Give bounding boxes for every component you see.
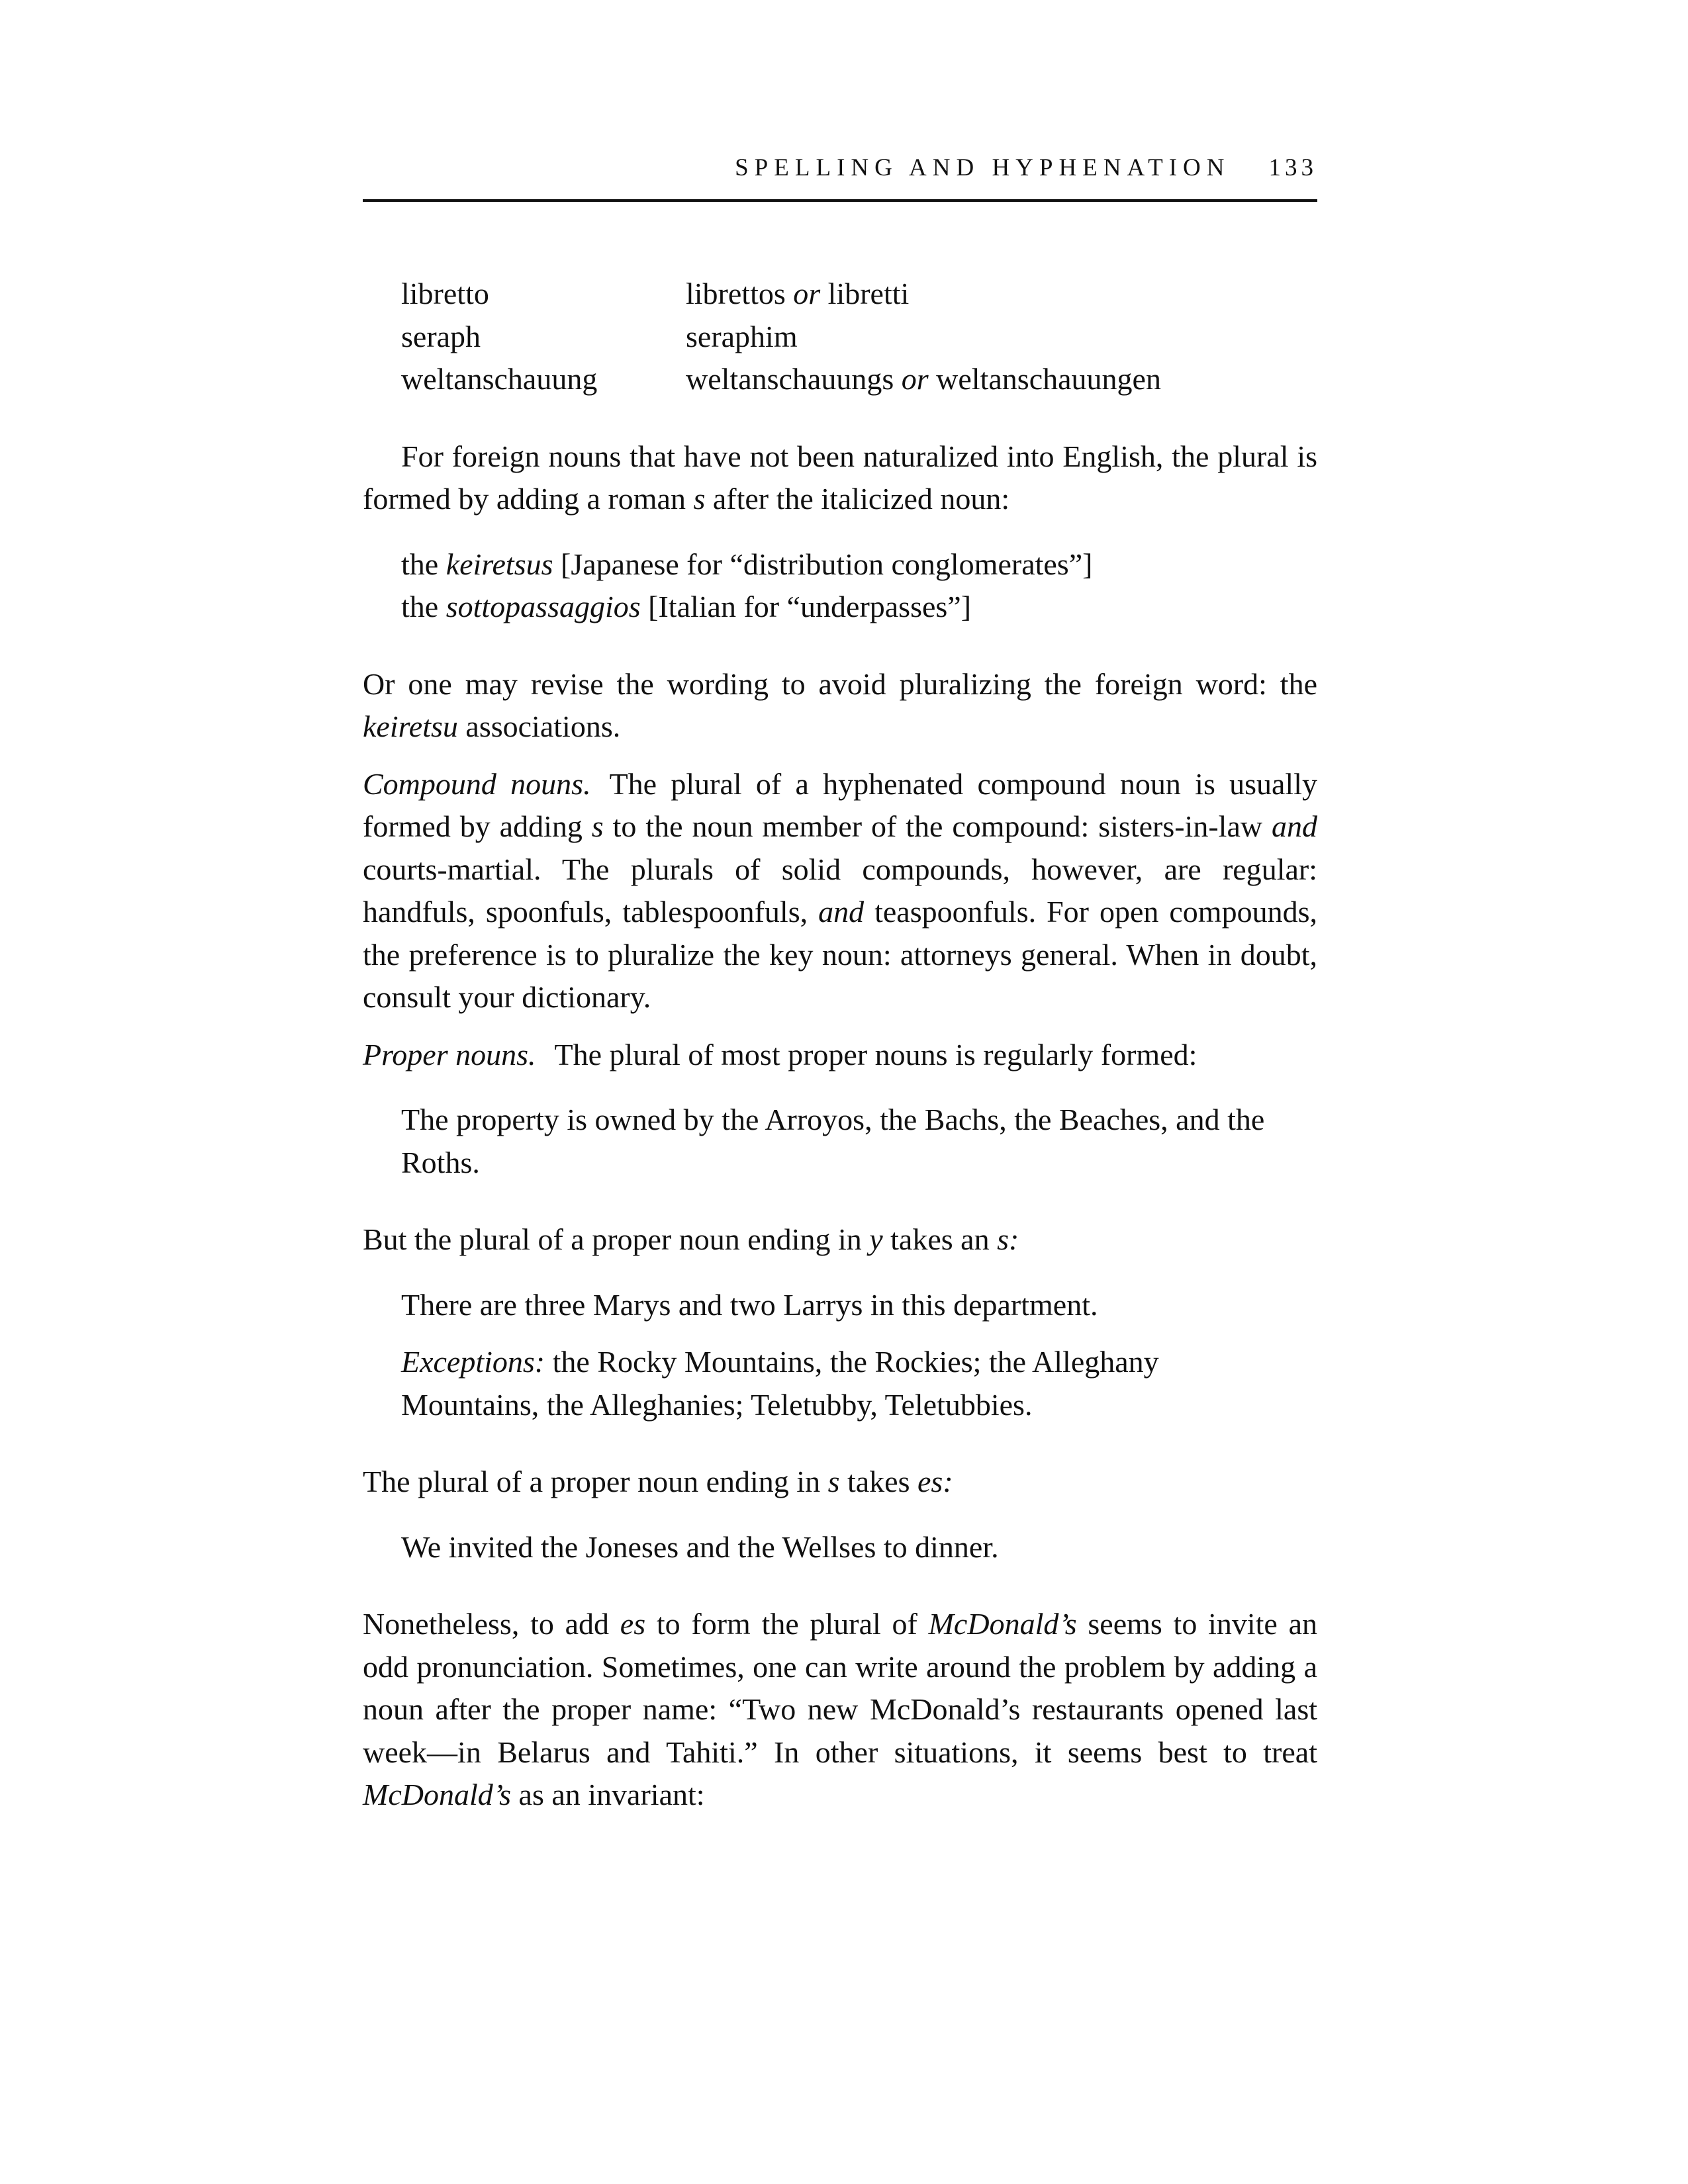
text: [Japanese for “distribution conglomerates”] [553, 547, 1093, 581]
example-joneses: We invited the Joneses and the Wellses to dinner. [401, 1529, 999, 1564]
emphasis: and [818, 895, 865, 929]
page-body [363, 273, 1317, 1817]
example-block [363, 1284, 1262, 1427]
example-block [363, 1526, 1317, 1569]
section-heading-compound: Compound nouns. [363, 766, 591, 801]
text: The plural of a proper noun ending in [363, 1465, 828, 1498]
emphasis: sottopassaggios [445, 590, 641, 623]
paragraph-proper-nouns [363, 1034, 1317, 1077]
example-property: The property is owned by the Arroyos, the Bachs, the Beaches, and the Roths. [401, 1103, 1265, 1179]
example-marys: There are three Marys and two Larrys in this department. [401, 1287, 1098, 1322]
emphasis: and [1272, 809, 1317, 843]
header-rule [363, 199, 1317, 202]
example-block [363, 1099, 1268, 1184]
running-title: SPELLING AND HYPHENATION [735, 154, 1231, 181]
text: Nonetheless, to add [363, 1607, 620, 1641]
connector: or [793, 277, 821, 310]
emphasis: y [869, 1222, 883, 1256]
page-number: 133 [1268, 154, 1317, 181]
text: The plural of a hyphenated compound noun is usually formed by adding [363, 766, 1317, 843]
plural-a: librettos [686, 277, 786, 310]
emphasis: s [591, 809, 604, 843]
text: courts-martial. The plurals of solid compounds, however, are regular: handfuls, spoonfuls, tablespoonfuls, [363, 852, 1317, 929]
paragraph-mcdonalds [363, 1603, 1317, 1817]
foreign-examples [363, 543, 1317, 629]
paragraph-ending-s [363, 1461, 1317, 1504]
exceptions-note [401, 1341, 1262, 1426]
singular-form: libretto [401, 277, 489, 310]
emphasis: es: [917, 1465, 953, 1498]
paragraph-compound-nouns [363, 763, 1317, 1019]
plural-pair-row [401, 358, 1317, 401]
text: For foreign nouns that have not been naturalized into English, the plural is formed by adding a roman [363, 439, 1317, 516]
text: [Italian for “underpasses”] [640, 590, 972, 623]
emphasis: keiretsu [363, 709, 458, 743]
emphasis: s: [997, 1222, 1019, 1256]
text: takes [839, 1465, 917, 1498]
emphasis: s [827, 1465, 840, 1498]
emphasis: es [620, 1607, 646, 1641]
paragraph-foreign-nouns [363, 435, 1317, 521]
text: teaspoonfuls. For open compounds, the preference is to pluralize the key noun: attorneys general. When in doubt, consult your dictionary. [363, 895, 1317, 1014]
plural-forms [686, 273, 909, 316]
emphasis: McDonald’s [363, 1778, 512, 1811]
plural-pair-row [401, 273, 1317, 316]
plural-pair-row [401, 316, 1317, 359]
text: The plural of most proper nouns is regularly formed: [554, 1037, 1197, 1071]
plural-a: weltanschauungs [686, 362, 894, 396]
text: the Rocky Mountains, the Rockies; the Alleghany Mountains, the Alleghanies; Teletubby, Teletubbies. [401, 1345, 1159, 1422]
text: takes an [882, 1222, 998, 1256]
paragraph-ending-y [363, 1218, 1317, 1261]
plural-a: seraphim [686, 319, 798, 353]
example-line [401, 543, 1317, 586]
connector: or [901, 362, 929, 396]
text: But the plural of a proper noun ending in [363, 1222, 870, 1256]
text: seems to invite an odd pronunciation. Sometimes, one can write around the problem by adding a noun after the proper name: “Two new McDonald’s restaurants opened last week—in Belarus and Tahiti.” In other situations, it seems best to treat [363, 1607, 1318, 1769]
text: after the italicized noun: [705, 482, 1010, 516]
text: associations. [457, 709, 621, 743]
paragraph-revise-wording [363, 663, 1317, 749]
exceptions-label: Exceptions: [401, 1345, 545, 1379]
singular-form: weltanschauung [401, 362, 598, 396]
text: as an invariant: [511, 1778, 705, 1811]
plural-b: weltanschauungen [936, 362, 1161, 396]
text: the [401, 547, 446, 581]
text: the [401, 590, 446, 623]
singular-form: seraph [401, 319, 481, 353]
text: to the noun member of the compound: sisters-in-law [603, 809, 1272, 843]
emphasis: keiretsus [445, 547, 553, 581]
emphasis: McDonald’s [928, 1607, 1077, 1641]
example-line [401, 586, 1317, 629]
section-heading-proper: Proper nouns. [363, 1037, 536, 1071]
emphasis: s [693, 482, 706, 516]
text: to form the plural of [645, 1607, 929, 1641]
plural-b: libretti [827, 277, 910, 310]
plural-forms [686, 358, 1161, 401]
running-head [363, 154, 1317, 187]
plural-forms [686, 316, 798, 359]
plural-pairs-list [363, 273, 1317, 401]
text: Or one may revise the wording to avoid pluralizing the foreign word: the [363, 666, 1317, 701]
